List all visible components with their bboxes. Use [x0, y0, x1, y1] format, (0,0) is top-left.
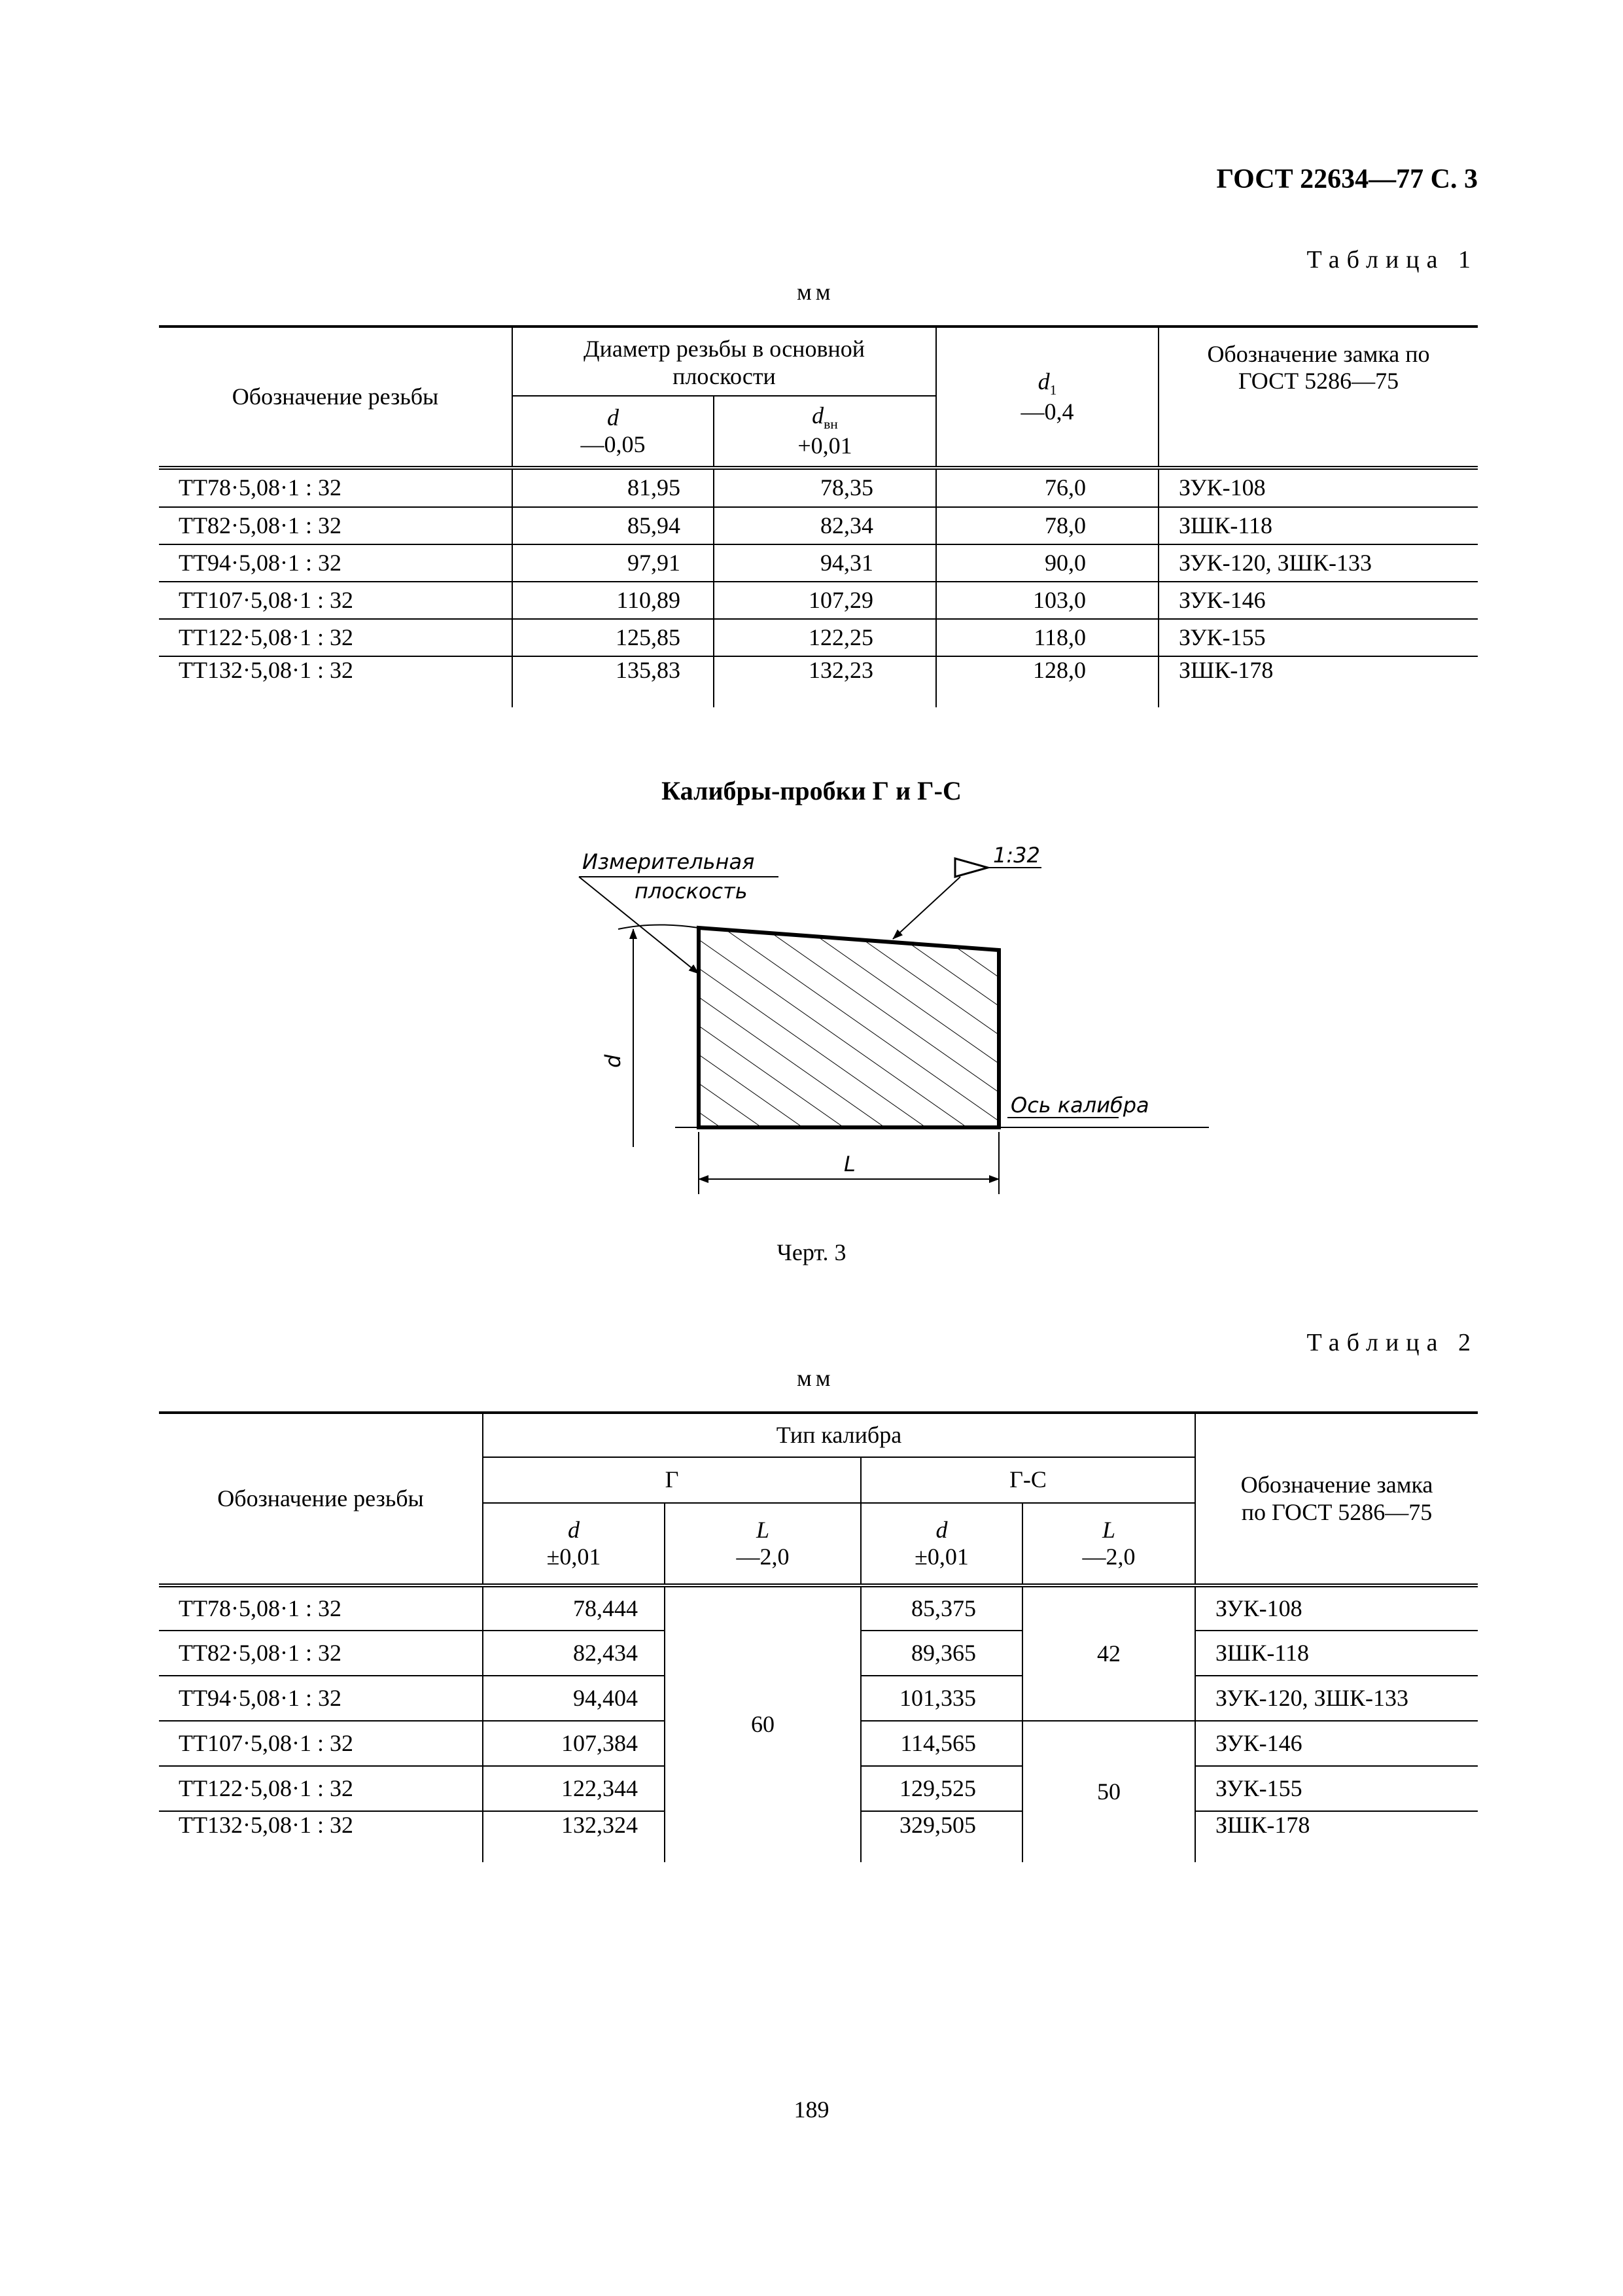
t1-head-diameter-group: Диаметр резьбы в основной плоскости	[512, 327, 936, 396]
cell-d: 135,83	[512, 656, 714, 707]
cell-dvn: 122,25	[714, 619, 936, 656]
t2-head-thread: Обозначение резьбы	[159, 1413, 483, 1585]
cell-d: 85,94	[512, 507, 714, 544]
cell-g-d: 132,324	[483, 1811, 665, 1862]
table1-unit: мм	[797, 279, 835, 305]
cell-thread: ТТ132·5,08·1 : 32	[179, 657, 353, 683]
cell-g-d: 94,404	[483, 1676, 665, 1721]
cell-lock: ЗУК-146	[1195, 1721, 1478, 1766]
cell-d: 125,85	[512, 619, 714, 656]
t1-head-d: d —0,05	[512, 396, 714, 468]
cell-lock: ЗУК-108	[1195, 1585, 1478, 1631]
table2-unit: мм	[797, 1365, 835, 1391]
document-reference: ГОСТ 22634—77 С. 3	[1216, 164, 1478, 194]
cell-gs-d: 89,365	[861, 1631, 1022, 1676]
cell-d: 81,95	[512, 468, 714, 507]
cell-thread: ТТ78·5,08·1 : 32	[159, 1585, 483, 1631]
label-gauge-axis: Ось калибра	[1011, 1093, 1149, 1118]
cell-gs-d: 101,335	[861, 1676, 1022, 1721]
cell-lock: ЗУК-146	[1159, 582, 1478, 619]
cell-lock: ЗШК-178	[1159, 656, 1478, 707]
cell-dvn: 94,31	[714, 544, 936, 582]
cell-lock: ЗУК-120, ЗШК-133	[1159, 544, 1478, 582]
t1-head-d1: $d_1$ —0,4	[936, 327, 1159, 468]
gauge-body	[699, 928, 999, 1127]
label-measuring-plane-1: Измерительная	[582, 849, 755, 874]
cell-d1: 90,0	[936, 544, 1159, 582]
cell-gs-L-upper: 42	[1022, 1585, 1195, 1721]
cell-g-d: 122,344	[483, 1766, 665, 1811]
t2-head-g-L: L —2,0	[665, 1503, 861, 1585]
cell-dvn: 132,23	[714, 656, 936, 707]
table-row	[159, 619, 1478, 656]
cell-d1: 103,0	[936, 582, 1159, 619]
cell-g-d: 107,384	[483, 1721, 665, 1766]
t2-head-gs-L: L —2,0	[1022, 1503, 1195, 1585]
cell-thread: ТТ82·5,08·1 : 32	[159, 507, 512, 544]
table-row	[159, 544, 1478, 582]
page-number: 189	[794, 2096, 829, 2123]
table2	[159, 1411, 1478, 1862]
table-row	[159, 1585, 1478, 1631]
taper-symbol-icon	[955, 858, 988, 877]
figure-caption: Черт. 3	[777, 1239, 846, 1265]
cell-d1: 128,0	[936, 656, 1159, 707]
gauge-drawing	[0, 824, 1623, 1217]
cell-dvn: 78,35	[714, 468, 936, 507]
cell-thread: ТТ82·5,08·1 : 32	[159, 1631, 483, 1676]
cell-dvn: 82,34	[714, 507, 936, 544]
label-L: L	[844, 1152, 856, 1176]
cell-d1: 118,0	[936, 619, 1159, 656]
cell-g-L-merged: 60	[665, 1585, 861, 1862]
cell-dvn: 107,29	[714, 582, 936, 619]
t2-head-g-d: d ±0,01	[483, 1503, 665, 1585]
label-measuring-plane-2: плоскость	[635, 879, 748, 904]
cell-lock: ЗУК-155	[1159, 619, 1478, 656]
table-row	[159, 656, 1478, 707]
label-d: d	[601, 1054, 625, 1068]
cell-thread: ТТ94·5,08·1 : 32	[159, 544, 512, 582]
label-taper: 1:32	[993, 843, 1040, 868]
t2-head-lock: Обозначение замка по ГОСТ 5286—75	[1195, 1413, 1478, 1585]
table-row	[159, 507, 1478, 544]
t1-head-thread: Обозначение резьбы	[159, 327, 512, 468]
cell-d1: 76,0	[936, 468, 1159, 507]
t2-head-type-gs: Г-С	[861, 1457, 1195, 1503]
cell-thread: ТТ78·5,08·1 : 32	[159, 468, 512, 507]
cell-thread: ТТ132·5,08·1 : 32	[179, 1812, 353, 1838]
cell-d: 97,91	[512, 544, 714, 582]
cell-d: 110,89	[512, 582, 714, 619]
cell-lock: ЗУК-120, ЗШК-133	[1195, 1676, 1478, 1721]
table2-label: Таблица 2	[1306, 1329, 1478, 1356]
cell-lock: ЗУК-108	[1159, 468, 1478, 507]
cell-lock: ЗУК-155	[1195, 1766, 1478, 1811]
t2-head-gs-d: d ±0,01	[861, 1503, 1022, 1585]
cell-gs-d: 329,505	[861, 1811, 1022, 1862]
table-row	[159, 468, 1478, 507]
cell-thread: ТТ94·5,08·1 : 32	[159, 1676, 483, 1721]
cell-d1: 78,0	[936, 507, 1159, 544]
table-row	[159, 582, 1478, 619]
cell-lock: ЗШК-118	[1195, 1631, 1478, 1676]
cell-gs-L-lower: 50	[1022, 1721, 1195, 1862]
cell-thread: ТТ107·5,08·1 : 32	[159, 1721, 483, 1766]
cell-thread: ТТ122·5,08·1 : 32	[159, 619, 512, 656]
table1-label: Таблица 1	[1306, 246, 1478, 274]
table1	[159, 325, 1478, 707]
cell-gs-d: 129,525	[861, 1766, 1022, 1811]
cell-gs-d: 114,565	[861, 1721, 1022, 1766]
t1-head-dvn: $d_{вн}$ +0,01	[714, 396, 936, 468]
t1-head-lock: Обозначение замка по ГОСТ 5286—75	[1159, 327, 1478, 468]
cell-g-d: 78,444	[483, 1585, 665, 1631]
figure-title: Калибры-пробки Г и Г-С	[661, 776, 962, 805]
cell-gs-d: 85,375	[861, 1585, 1022, 1631]
cell-thread: ТТ122·5,08·1 : 32	[159, 1766, 483, 1811]
cell-lock: ЗШК-178	[1195, 1811, 1478, 1862]
cell-lock: ЗШК-118	[1159, 507, 1478, 544]
cell-thread: ТТ107·5,08·1 : 32	[159, 582, 512, 619]
cell-g-d: 82,434	[483, 1631, 665, 1676]
t2-head-type-g: Г	[483, 1457, 861, 1503]
t2-head-type-group: Тип калибра	[483, 1413, 1195, 1457]
